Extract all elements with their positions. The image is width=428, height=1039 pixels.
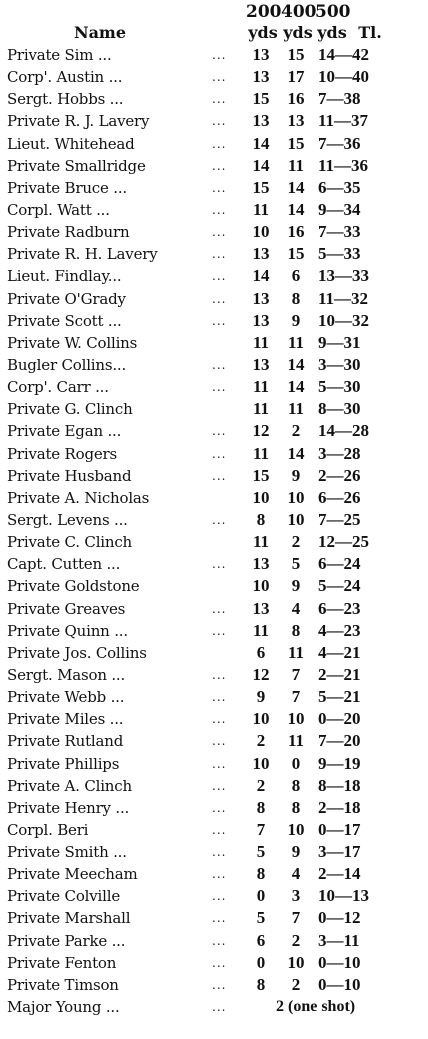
- table-row: [0, 974, 428, 996]
- column-header-row: [0, 23, 428, 45]
- competitor-name: Corpl. Beri: [7, 820, 89, 839]
- score-400-yds: 17: [287, 67, 305, 87]
- table-row: [0, 288, 428, 310]
- table-row: [0, 553, 428, 575]
- leader-dots: ...: [212, 955, 227, 970]
- score-500-and-total: 3—30: [318, 354, 361, 374]
- score-500-and-total: 3—17: [318, 842, 361, 862]
- score-200-yds: 7: [256, 819, 266, 839]
- competitor-name: Private Timson: [7, 975, 119, 994]
- score-400-yds: 10: [287, 952, 305, 972]
- leader-dots: ...: [212, 712, 227, 727]
- score-200-yds: 11: [252, 620, 270, 640]
- competitor-name: Private Quinn ...: [7, 621, 128, 640]
- score-400-yds: 6: [291, 266, 301, 286]
- score-400-yds: 2: [291, 532, 301, 552]
- score-200-yds: 12: [252, 421, 270, 441]
- score-500-and-total: 5—21: [318, 687, 361, 707]
- score-400-yds: 7: [291, 687, 301, 707]
- score-500-and-total: 10—13: [318, 886, 369, 906]
- leader-dots: ...: [212, 933, 227, 948]
- leader-dots: ...: [212, 136, 227, 151]
- score-500-and-total: 8—18: [318, 775, 361, 795]
- leader-dots: ...: [212, 734, 227, 749]
- score-400-yds: 0: [291, 753, 301, 773]
- score-500-and-total: 6—24: [318, 554, 361, 574]
- competitor-name: Private C. Clinch: [7, 533, 133, 552]
- score-500-and-total: 10—32: [318, 310, 369, 330]
- score-500-and-total: 8—30: [318, 399, 361, 419]
- table-row: [0, 907, 428, 929]
- score-400-yds: 3: [291, 886, 301, 906]
- leader-dots: ...: [212, 225, 227, 240]
- score-200-yds: 11: [252, 332, 270, 352]
- table-row: [0, 177, 428, 199]
- leader-dots: ...: [212, 756, 227, 771]
- table-row: [0, 620, 428, 642]
- table-row: [0, 199, 428, 221]
- score-200-yds: 10: [252, 222, 270, 242]
- score-500-and-total: 7—33: [318, 222, 361, 242]
- table-row: [0, 420, 428, 442]
- competitor-name: Private Phillips: [7, 754, 120, 773]
- score-500-and-total: 4—23: [318, 620, 361, 640]
- competitor-name: Private Jos. Collins: [7, 643, 147, 662]
- leader-dots: ...: [212, 202, 227, 217]
- score-200-yds: 10: [252, 487, 270, 507]
- leader-dots: ...: [212, 446, 227, 461]
- competitor-name: Corp'. Carr ...: [7, 378, 109, 397]
- score-500-and-total: 7—36: [318, 133, 361, 153]
- score-200-yds: 10: [252, 709, 270, 729]
- competitor-name: Private Meecham: [7, 865, 138, 884]
- leader-dots: ...: [212, 977, 227, 992]
- score-500-and-total: 0—20: [318, 709, 361, 729]
- score-500-and-total: 11—36: [318, 155, 369, 175]
- table-row: [0, 243, 428, 265]
- distance-header-row: [0, 2, 428, 24]
- score-400-yds: 5: [291, 554, 301, 574]
- unit-500-header: yds: [317, 23, 347, 42]
- score-400-yds: 4: [291, 864, 301, 884]
- score-200-yds: 14: [252, 133, 270, 153]
- score-400-yds: 10: [287, 709, 305, 729]
- score-400-yds: 4: [291, 598, 301, 618]
- competitor-name: Private Bruce ...: [7, 178, 127, 197]
- leader-dots: ...: [212, 623, 227, 638]
- table-row: [0, 155, 428, 177]
- leader-dots: ...: [212, 889, 227, 904]
- score-400-yds: 2: [291, 930, 301, 950]
- unit-200-header: yds: [248, 23, 278, 42]
- competitor-name: Sergt. Mason ...: [7, 665, 126, 684]
- score-500-and-total: 2—26: [318, 465, 361, 485]
- table-row: [0, 930, 428, 952]
- score-500-and-total: 11—37: [318, 111, 369, 131]
- table-row: [0, 598, 428, 620]
- competitor-name: Private Henry ...: [7, 798, 130, 817]
- competitor-name: Sergt. Levens ...: [7, 510, 128, 529]
- score-400-yds: 9: [291, 465, 301, 485]
- leader-dots: ...: [212, 911, 227, 926]
- score-500-and-total: 14—28: [318, 421, 369, 441]
- score-200-yds: 0: [256, 952, 266, 972]
- score-400-yds: 14: [287, 377, 305, 397]
- score-200-yds: 15: [252, 177, 270, 197]
- score-200-yds: 13: [252, 310, 270, 330]
- score-500-and-total: 13—33: [318, 266, 369, 286]
- leader-dots: ...: [212, 380, 227, 395]
- score-400-yds: 2: [291, 421, 301, 441]
- table-row: [0, 110, 428, 132]
- score-200-yds: 11: [252, 377, 270, 397]
- competitor-name: Private Colville: [7, 887, 120, 906]
- score-400-yds: 14: [287, 177, 305, 197]
- competitor-name: Sergt. Hobbs ...: [7, 90, 124, 109]
- score-200-yds: 8: [256, 864, 266, 884]
- table-row: [0, 996, 428, 1018]
- score-200-yds: 8: [256, 509, 266, 529]
- score-500-and-total: 14—42: [318, 45, 369, 64]
- score-500-and-total: 0—10: [318, 974, 361, 994]
- competitor-name: Private Scott ...: [7, 311, 122, 330]
- score-500-and-total: 2—18: [318, 797, 361, 817]
- table-row: [0, 863, 428, 885]
- leader-dots: ...: [212, 70, 227, 85]
- score-400-yds: 16: [287, 222, 305, 242]
- table-row: [0, 885, 428, 907]
- leader-dots: ...: [212, 667, 227, 682]
- competitor-name: Private O'Grady: [7, 289, 126, 308]
- score-200-yds: 14: [252, 266, 270, 286]
- leader-dots: ...: [212, 468, 227, 483]
- score-400-yds: 8: [291, 775, 301, 795]
- competitor-name: Private Radburn: [7, 223, 130, 242]
- score-200-yds: 13: [252, 67, 270, 87]
- competitor-name: Lieut. Findlay...: [7, 267, 122, 286]
- score-400-yds: 11: [287, 155, 305, 175]
- table-row: [0, 753, 428, 775]
- score-200-yds: 15: [252, 89, 270, 109]
- score-400-yds: 11: [287, 332, 305, 352]
- leader-dots: ...: [212, 822, 227, 837]
- score-500-and-total: 11—32: [318, 288, 369, 308]
- score-500-and-total: 5—30: [318, 377, 361, 397]
- competitor-name: Private R. J. Lavery: [7, 112, 150, 131]
- competitor-name: Private Smallridge: [7, 156, 146, 175]
- score-400-yds: 14: [287, 443, 305, 463]
- score-400-yds: 8: [291, 288, 301, 308]
- score-400-yds: 15: [287, 244, 305, 264]
- table-row: [0, 531, 428, 553]
- score-200-yds: 5: [256, 842, 266, 862]
- competitor-name: Private Smith ...: [7, 843, 127, 862]
- competitor-name: Bugler Collins...: [7, 355, 127, 374]
- score-200-yds: 13: [252, 354, 270, 374]
- competitor-name: Private Goldstone: [7, 577, 140, 596]
- leader-dots: ...: [212, 867, 227, 882]
- leader-dots: ...: [212, 845, 227, 860]
- table-row: [0, 575, 428, 597]
- leader-dots: ...: [212, 48, 227, 62]
- score-500-and-total: 6—35: [318, 177, 361, 197]
- score-200-yds: 2: [256, 731, 266, 751]
- table-row: [0, 686, 428, 708]
- table-row: [0, 66, 428, 88]
- score-200-yds: 9: [256, 687, 266, 707]
- competitor-name: Private Parke ...: [7, 931, 126, 950]
- score-note: 2 (one shot): [276, 998, 356, 1016]
- score-table: [0, 44, 428, 1018]
- competitor-name: Private Webb ...: [7, 688, 125, 707]
- table-row: [0, 44, 428, 66]
- table-row: [0, 819, 428, 841]
- leader-dots: ...: [212, 114, 227, 129]
- score-200-yds: 13: [252, 598, 270, 618]
- score-200-yds: 2: [256, 775, 266, 795]
- leader-dots: ...: [212, 601, 227, 616]
- score-200-yds: 13: [252, 244, 270, 264]
- competitor-name: Corpl. Watt ...: [7, 200, 110, 219]
- competitor-name: Private Rogers: [7, 444, 118, 463]
- score-500-and-total: 7—38: [318, 89, 361, 109]
- score-500-and-total: 9—31: [318, 332, 361, 352]
- competitor-name: Private Husband: [7, 466, 132, 485]
- score-400-yds: 14: [287, 199, 305, 219]
- total-column-header: Tl.: [358, 23, 382, 42]
- table-row: [0, 465, 428, 487]
- score-200-yds: 14: [252, 155, 270, 175]
- score-200-yds: 10: [252, 576, 270, 596]
- score-200-yds: 8: [256, 974, 266, 994]
- score-400-yds: 11: [287, 731, 305, 751]
- name-column-header: Name: [73, 23, 127, 42]
- competitor-name: Private R. H. Lavery: [7, 245, 158, 264]
- score-400-yds: 14: [287, 354, 305, 374]
- competitor-name: Private Rutland: [7, 732, 124, 751]
- leader-dots: ...: [212, 313, 227, 328]
- score-500-and-total: 6—26: [318, 487, 361, 507]
- score-400-yds: 15: [287, 45, 305, 64]
- leader-dots: ...: [212, 424, 227, 439]
- score-500-and-total: 2—14: [318, 864, 361, 884]
- score-500-and-total: 3—11: [318, 930, 360, 950]
- score-200-yds: 15: [252, 465, 270, 485]
- score-400-yds: 8: [291, 620, 301, 640]
- leader-dots: ...: [212, 557, 227, 572]
- score-500-and-total: 0—10: [318, 952, 361, 972]
- table-row: [0, 642, 428, 664]
- score-500-and-total: 10—40: [318, 67, 369, 87]
- competitor-name: Private W. Collins: [7, 333, 138, 352]
- table-row: [0, 797, 428, 819]
- leader-dots: ...: [212, 357, 227, 372]
- distance-200-header: 200: [246, 2, 282, 22]
- table-row: [0, 376, 428, 398]
- table-row: [0, 730, 428, 752]
- score-400-yds: 9: [291, 842, 301, 862]
- competitor-name: Private Greaves: [7, 599, 126, 618]
- table-row: [0, 354, 428, 376]
- score-200-yds: 13: [252, 288, 270, 308]
- score-400-yds: 10: [287, 509, 305, 529]
- table-row: [0, 664, 428, 686]
- score-500-and-total: 5—33: [318, 244, 361, 264]
- leader-dots: ...: [212, 92, 227, 107]
- score-400-yds: 7: [291, 908, 301, 928]
- score-400-yds: 9: [291, 576, 301, 596]
- table-row: [0, 133, 428, 155]
- competitor-name: Major Young ...: [7, 998, 120, 1017]
- score-400-yds: 8: [291, 797, 301, 817]
- score-200-yds: 13: [252, 554, 270, 574]
- competitor-name: Capt. Cutten ...: [7, 555, 121, 574]
- table-row: [0, 88, 428, 110]
- table-row: [0, 265, 428, 287]
- table-row: [0, 398, 428, 420]
- score-200-yds: 10: [252, 753, 270, 773]
- score-400-yds: 16: [287, 89, 305, 109]
- table-row: [0, 952, 428, 974]
- competitor-name: Private Marshall: [7, 909, 131, 928]
- score-500-and-total: 6—23: [318, 598, 361, 618]
- table-row: [0, 841, 428, 863]
- leader-dots: ...: [212, 269, 227, 284]
- score-500-and-total: 9—34: [318, 199, 361, 219]
- leader-dots: ...: [212, 690, 227, 705]
- score-500-and-total: 2—21: [318, 664, 361, 684]
- table-row: [0, 221, 428, 243]
- table-row: [0, 332, 428, 354]
- score-400-yds: 11: [287, 399, 305, 419]
- score-200-yds: 11: [252, 399, 270, 419]
- score-500-and-total: 12—25: [318, 532, 369, 552]
- score-400-yds: 2: [291, 974, 301, 994]
- score-400-yds: 9: [291, 310, 301, 330]
- score-200-yds: 5: [256, 908, 266, 928]
- score-500-and-total: 3—28: [318, 443, 361, 463]
- score-500-and-total: 9—19: [318, 753, 361, 773]
- score-500-and-total: 4—21: [318, 642, 361, 662]
- leader-dots: ...: [212, 291, 227, 306]
- score-200-yds: 13: [252, 111, 270, 131]
- competitor-name: Private Egan ...: [7, 422, 122, 441]
- competitor-name: Corp'. Austin ...: [7, 68, 123, 87]
- leader-dots: ...: [212, 1000, 227, 1015]
- score-500-and-total: 0—17: [318, 819, 361, 839]
- score-200-yds: 13: [252, 45, 270, 64]
- competitor-name: Private A. Clinch: [7, 776, 132, 795]
- unit-400-header: yds: [283, 23, 313, 42]
- distance-400-header: 400: [281, 2, 317, 22]
- competitor-name: Private Fenton: [7, 953, 117, 972]
- leader-dots: ...: [212, 512, 227, 527]
- leader-dots: ...: [212, 800, 227, 815]
- score-400-yds: 10: [287, 487, 305, 507]
- table-row: [0, 509, 428, 531]
- score-500-and-total: 0—12: [318, 908, 361, 928]
- table-row: [0, 310, 428, 332]
- score-400-yds: 15: [287, 133, 305, 153]
- leader-dots: ...: [212, 247, 227, 262]
- score-500-and-total: 7—25: [318, 509, 361, 529]
- table-row: [0, 708, 428, 730]
- competitor-name: Private Miles ...: [7, 710, 124, 729]
- score-400-yds: 7: [291, 664, 301, 684]
- score-500-and-total: 7—20: [318, 731, 361, 751]
- score-200-yds: 8: [256, 797, 266, 817]
- score-400-yds: 10: [287, 819, 305, 839]
- score-200-yds: 11: [252, 532, 270, 552]
- distance-500-header: 500: [315, 2, 351, 22]
- table-row: [0, 775, 428, 797]
- table-row: [0, 487, 428, 509]
- score-500-and-total: 5—24: [318, 576, 361, 596]
- competitor-name: Private G. Clinch: [7, 400, 133, 419]
- score-200-yds: 6: [256, 930, 266, 950]
- competitor-name: Lieut. Whitehead: [7, 134, 135, 153]
- score-200-yds: 12: [252, 664, 270, 684]
- leader-dots: ...: [212, 180, 227, 195]
- leader-dots: ...: [212, 158, 227, 173]
- score-200-yds: 11: [252, 443, 270, 463]
- competitor-name: Private Sim ...: [7, 46, 112, 64]
- competitor-name: Private A. Nicholas: [7, 488, 150, 507]
- score-400-yds: 11: [287, 642, 305, 662]
- score-200-yds: 6: [256, 642, 266, 662]
- leader-dots: ...: [212, 778, 227, 793]
- table-row: [0, 443, 428, 465]
- score-200-yds: 0: [256, 886, 266, 906]
- score-400-yds: 13: [287, 111, 305, 131]
- score-200-yds: 11: [252, 199, 270, 219]
